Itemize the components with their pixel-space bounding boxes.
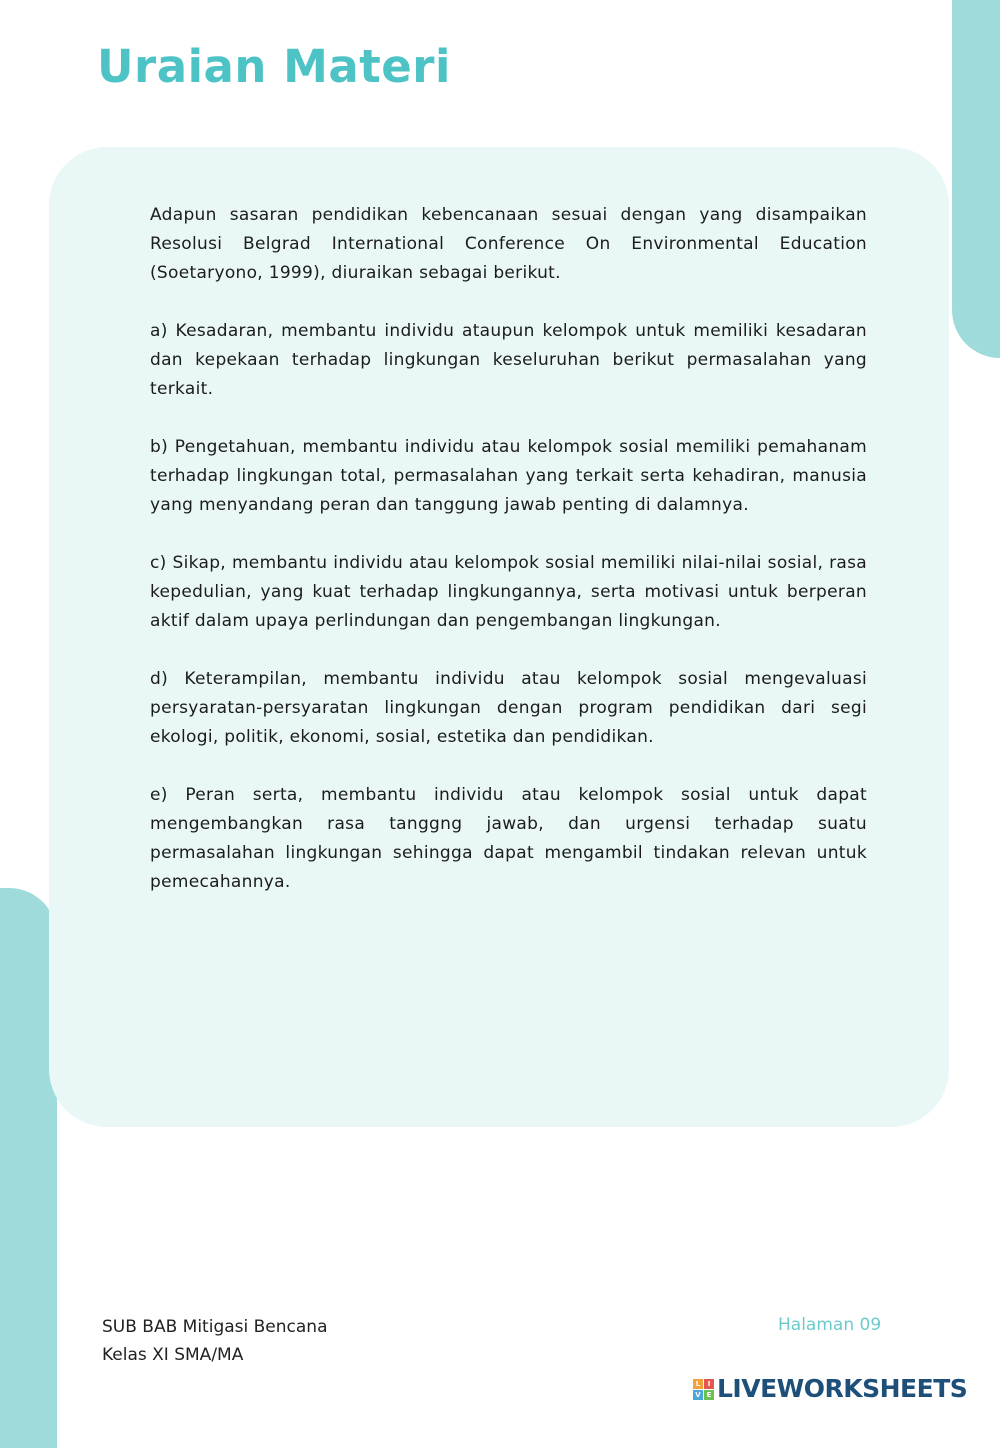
- list-item-knowledge: b) Pengetahuan, membantu individu atau kelompok sosial memiliki pemahanam terhadap lingkungan total, permasalahan yang terkait serta kehadiran, manusia yang menyandang peran dan tanggung jawab penting di dalamnya.: [150, 437, 867, 515]
- brand-logo-link[interactable]: [693, 1372, 967, 1406]
- page-number: Halaman 09: [778, 1315, 882, 1335]
- list-item-awareness: a) Kesadaran, membantu individu ataupun kelompok untuk memiliki kesadaran dan kepekaan terhadap lingkungan keseluruhan berikut permasalahan yang terkait.: [150, 321, 867, 399]
- logo-letter-i: I: [704, 1379, 714, 1389]
- logo-letter-l: L: [693, 1379, 703, 1389]
- list-item-attitude: c) Sikap, membantu individu atau kelompok sosial memiliki nilai-nilai sosial, rasa kepedulian, yang kuat terhadap lingkungannya, serta motivasi untuk berperan aktif dalam upaya perlindungan dan pengembangan lingkungan.: [150, 553, 867, 631]
- list-item-participation: e) Peran serta, membantu individu atau kelompok sosial untuk dapat mengembangkan rasa tanggng jawab, dan urgensi terhadap suatu permasalahan lingkungan sehingga dapat mengambil tindakan relevan untuk pemecahannya.: [150, 785, 867, 892]
- page-title: Uraian Materi: [97, 40, 451, 93]
- logo-letter-e: E: [704, 1390, 714, 1400]
- intro-paragraph: Adapun sasaran pendidikan kebencanaan sesuai dengan yang disampaikan Resolusi Belgrad International Conference On Environmental Education (Soetaryono, 1999), diuraikan sebagai berikut.: [150, 205, 867, 283]
- brand-name: LIVEWORKSHEETS: [717, 1374, 968, 1403]
- logo-letter-v: V: [693, 1390, 703, 1400]
- list-item-skills: d) Keterampilan, membantu individu atau kelompok sosial mengevaluasi persyaratan-persyaratan lingkungan dengan program pendidikan dari segi ekologi, politik, ekonomi, sosial, estetika dan pendidikan.: [150, 669, 867, 747]
- content-body: [150, 201, 867, 926]
- footer-subject: SUB BAB Mitigasi Bencana: [102, 1317, 328, 1337]
- liveworksheets-logo-icon: [693, 1379, 714, 1400]
- footer-class-level: Kelas XI SMA/MA: [102, 1345, 244, 1365]
- decorative-shape-top-right: [952, 0, 1000, 358]
